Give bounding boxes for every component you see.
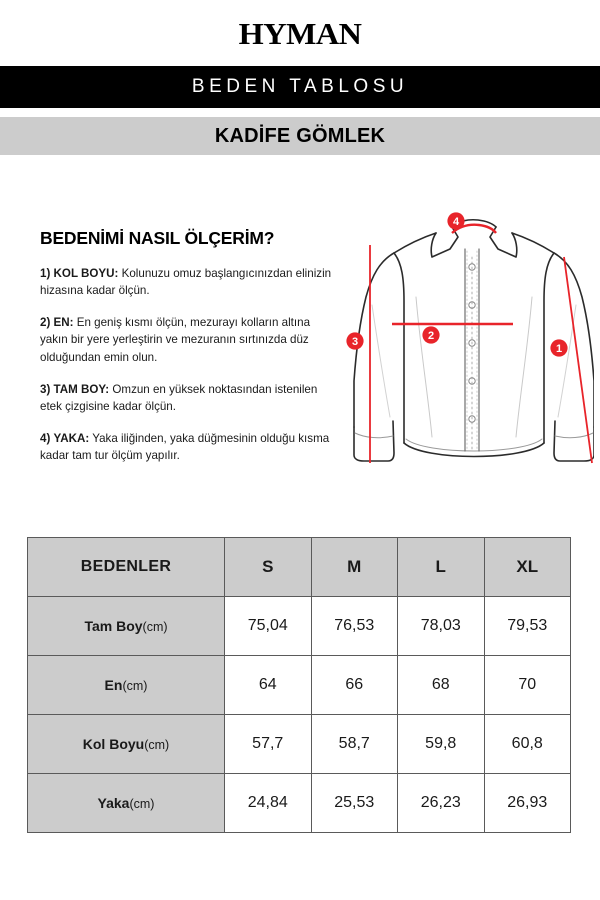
cell-en-l: 68 — [398, 656, 485, 715]
marker-4-badge — [447, 212, 464, 229]
marker-4-label: 4 — [452, 216, 460, 228]
brand-logo: HYMAN — [238, 16, 362, 51]
step-4-term: YAKA: — [53, 432, 90, 446]
cell-kol-boyu-m: 58,7 — [311, 715, 398, 774]
table-header-bedenler: BEDENLER — [28, 538, 225, 597]
cell-en-m: 66 — [311, 656, 398, 715]
cell-yaka-s: 24,84 — [225, 774, 312, 833]
table-header-size-l: L — [398, 538, 485, 597]
brand-header — [0, 18, 600, 49]
size-chart-table — [27, 537, 571, 833]
table-header-row — [28, 538, 571, 597]
cell-en-xl: 70 — [484, 656, 571, 715]
banner-black-label: BEDEN TABLOSU — [191, 76, 409, 97]
fold-right — [516, 297, 532, 437]
step-1-term: KOL BOYU: — [53, 267, 119, 280]
hem-stitch — [406, 439, 542, 451]
row-unit: (cm) — [144, 738, 170, 752]
table-header-size-s: S — [225, 538, 312, 597]
marker-3-badge — [346, 332, 363, 349]
row-label-text: Kol Boyu — [82, 736, 145, 752]
step-4-number: 4) — [40, 432, 51, 446]
measurement-instructions — [40, 228, 332, 464]
shirt-diagram — [332, 205, 594, 495]
cell-kol-boyu-l: 59,8 — [398, 715, 485, 774]
banner-beden-tablosu — [0, 66, 600, 108]
left-cuff-stitch — [355, 433, 393, 438]
instruction-step-4 — [40, 430, 332, 464]
right-shoulder — [512, 233, 554, 253]
step-1-text: Kolunuzu omuz başlangıcınızdan elinizin hizasına kadar ölçün. — [40, 267, 332, 298]
step-2-text: En geniş kısmı ölçün, mezurayı kolların altına yakın bir yere yerleştirin ve mezuranın sırtınızda düz olduğundan emin olun. — [40, 316, 311, 364]
table-header-size-xl: XL — [484, 538, 571, 597]
step-3-term: TAM BOY: — [53, 382, 110, 396]
table-row — [28, 715, 571, 774]
row-label-text: Yaka — [97, 795, 130, 811]
step-2-term: EN: — [53, 316, 74, 330]
cell-tam-boy-s: 75,04 — [225, 597, 312, 656]
banner-gray-label: KADİFE GÖMLEK — [214, 124, 386, 147]
fold-left-sleeve — [372, 305, 390, 417]
banner-product-name — [0, 117, 600, 155]
instruction-step-1 — [40, 265, 332, 299]
step-3-number: 3) — [40, 382, 51, 396]
row-label-text: Tam Boy — [84, 618, 143, 634]
cell-en-s: 64 — [225, 656, 312, 715]
step-4-text: Yaka iliğinden, yaka düğmesinin olduğu kısma kadar tam tur ölçüm yapılır. — [40, 432, 330, 463]
row-label-tam-boy — [28, 597, 225, 656]
table-row — [28, 597, 571, 656]
sleeve-measure-line — [564, 257, 592, 463]
row-unit: (cm) — [122, 679, 148, 693]
instruction-step-3 — [40, 381, 332, 415]
row-label-kol-boyu — [28, 715, 225, 774]
step-2-number: 2) — [40, 316, 51, 330]
cell-yaka-m: 25,53 — [311, 774, 398, 833]
marker-2-badge — [422, 326, 439, 343]
left-shoulder — [394, 233, 436, 253]
cell-kol-boyu-xl: 60,8 — [484, 715, 571, 774]
marker-3-label: 3 — [351, 336, 359, 348]
step-1-number: 1) — [40, 267, 51, 280]
fold-left — [416, 297, 435, 437]
table-row — [28, 656, 571, 715]
cell-tam-boy-l: 78,03 — [398, 597, 485, 656]
table-row — [28, 774, 571, 833]
row-label-text: En — [104, 677, 123, 693]
marker-2-label: 2 — [427, 330, 435, 342]
row-label-en — [28, 656, 225, 715]
instructions-title: BEDENİMİ NASIL ÖLÇERİM? — [40, 228, 275, 248]
table-header-size-m: M — [311, 538, 398, 597]
marker-1-label: 1 — [555, 343, 563, 355]
cell-kol-boyu-s: 57,7 — [225, 715, 312, 774]
row-label-yaka — [28, 774, 225, 833]
cell-yaka-l: 26,23 — [398, 774, 485, 833]
shirt-hem — [404, 443, 544, 457]
left-body-seam — [394, 253, 404, 443]
step-3-text: Omzun en yüksek noktasından istenilen etek çizgisine kadar ölçün. — [40, 382, 318, 413]
row-unit: (cm) — [142, 620, 168, 634]
cell-yaka-xl: 26,93 — [484, 774, 571, 833]
cell-tam-boy-xl: 79,53 — [484, 597, 571, 656]
instruction-step-2 — [40, 314, 332, 365]
marker-1-badge — [550, 339, 567, 356]
cell-tam-boy-m: 76,53 — [311, 597, 398, 656]
row-unit: (cm) — [129, 797, 155, 811]
left-cuff-outline — [354, 421, 394, 461]
